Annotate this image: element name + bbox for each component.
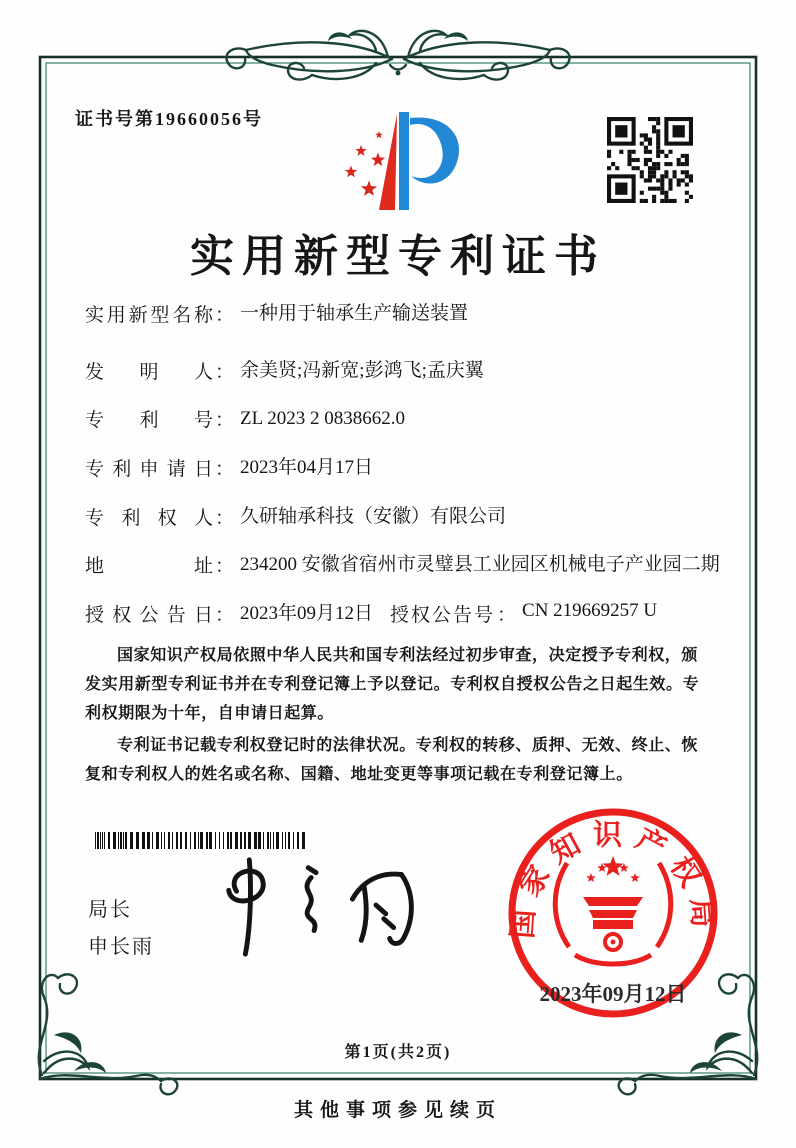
barcode bbox=[95, 832, 310, 849]
field-label: 专利申请日 bbox=[85, 459, 213, 480]
field-label: 专利权人 bbox=[85, 508, 213, 529]
field-label: 授权公告日 bbox=[85, 605, 213, 626]
seal-org-text: 国家知识产权局 bbox=[506, 819, 720, 940]
field-value: 一种用于轴承生产输送装置 bbox=[240, 303, 469, 324]
legal-text bbox=[85, 641, 713, 792]
signer-name: 申长雨 bbox=[88, 936, 154, 958]
field-label: 地址 bbox=[85, 556, 213, 577]
continuation-note: 其他事项参见续页 bbox=[293, 1100, 502, 1121]
body-paragraph-2: 专利证书记载专利权登记时的法律状况。专利权的转移、质押、无效、终止、恢复和专利权人的姓名或名称、国籍、地址变更等事项记载在专利登记簿上。 bbox=[85, 737, 699, 783]
field-row-grant-date: 授权公告日 ： 2023年09月12日 bbox=[85, 600, 373, 627]
field-row-inventors: 发明人 ： 余美贤;冯新宽;彭鸿飞;孟庆翼 bbox=[85, 357, 484, 384]
field-value: 2023年09月12日 bbox=[240, 603, 374, 624]
field-row-patentee: 专利权人 ： 久研轴承科技（安徽）有限公司 bbox=[85, 503, 506, 530]
field-label: 专利号 bbox=[85, 410, 213, 431]
field-value: ZL 2023 2 0838662.0 bbox=[240, 408, 406, 429]
field-row-name: 实用新型名称 ： 一种用于轴承生产输送装置 bbox=[85, 300, 468, 327]
bottom-left-flourish-icon bbox=[39, 974, 178, 1094]
top-flourish-icon bbox=[226, 31, 569, 80]
field-row-grant-number: 授权公告号 ： CN 219669257 U bbox=[390, 600, 658, 626]
field-value: 余美贤;冯新宽;彭鸿飞;孟庆翼 bbox=[240, 360, 484, 381]
field-row-filing-date: 专利申请日 ： 2023年04月17日 bbox=[85, 454, 373, 481]
qr-code bbox=[607, 117, 693, 203]
field-row-patent-number: 专利号 ： ZL 2023 2 0838662.0 bbox=[85, 405, 405, 432]
seal-emblem-icon bbox=[555, 856, 671, 964]
certificate-number: 证书号第19660056号 bbox=[75, 109, 263, 129]
field-label: 授权公告号 bbox=[390, 605, 496, 626]
cnipa-logo-icon bbox=[327, 110, 477, 215]
field-value: 久研轴承科技（安徽）有限公司 bbox=[240, 506, 507, 527]
field-value: 234200 安徽省宿州市灵璧县工业园区机械电子产业园二期 bbox=[240, 554, 720, 575]
signature-autograph bbox=[205, 852, 435, 960]
field-value: CN 219669257 U bbox=[522, 600, 658, 621]
page-indicator: 第1页(共2页) bbox=[344, 1044, 452, 1061]
field-row-address: 地址 ： 234200 安徽省宿州市灵璧县工业园区机械电子产业园二期 bbox=[85, 551, 720, 578]
page-title: 实用新型专利证书 bbox=[190, 232, 606, 281]
official-seal bbox=[505, 805, 721, 1021]
field-label: 实用新型名称 bbox=[85, 305, 213, 326]
seal-date: 2023年09月12日 bbox=[539, 982, 687, 1006]
field-label: 发明人 bbox=[85, 362, 213, 383]
field-value: 2023年04月17日 bbox=[240, 457, 374, 478]
signer-title: 局长 bbox=[88, 899, 132, 921]
body-paragraph-1: 国家知识产权局依照中华人民共和国专利法经过初步审查，决定授予专利权，颁发实用新型专利证书并在专利登记簿上予以登记。专利权自授权公告之日起生效。专利权期限为十年，自申请日起算。 bbox=[85, 647, 700, 722]
